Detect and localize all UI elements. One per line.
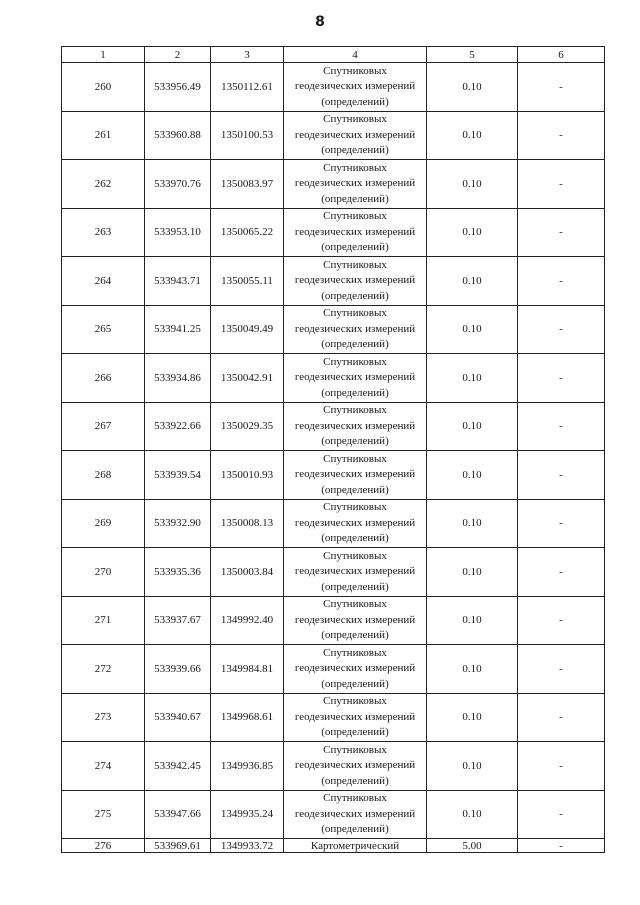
method-line: геодезических измерений (294, 225, 416, 238)
coord-x: 533943.71 (145, 257, 211, 306)
table-row (62, 645, 605, 694)
method-line: (определений) (321, 629, 389, 641)
coord-y: 1350065.22 (211, 208, 284, 257)
coord-y: 1349968.61 (211, 693, 284, 742)
point-number: 275 (62, 790, 145, 839)
table-row (62, 693, 605, 742)
coord-x: 533956.49 (145, 63, 211, 112)
method-line: геодезических измерений (294, 565, 416, 577)
point-number: 273 (62, 693, 145, 742)
method-line: (определений) (321, 823, 389, 835)
method-line: геодезических измерений (294, 662, 416, 674)
method-line: Спутниковых (323, 307, 387, 319)
method-line: Спутниковых (323, 64, 387, 77)
method-line: (определений) (321, 386, 389, 399)
method-line: Спутниковых (323, 161, 387, 174)
table-row (62, 742, 605, 791)
table-row (62, 111, 605, 160)
description: - (518, 693, 605, 742)
method-line: (определений) (321, 726, 389, 738)
coord-y: 1349984.81 (211, 645, 284, 694)
method-line: геодезических измерений (294, 177, 416, 189)
method-line: Спутниковых (323, 695, 387, 707)
method-line: Спутниковых (323, 646, 387, 659)
method (284, 160, 427, 209)
method (284, 499, 427, 548)
coord-y: 1350010.93 (211, 451, 284, 500)
accuracy: 0.10 (427, 790, 518, 839)
coord-y: 1350100.53 (211, 111, 284, 160)
point-number: 272 (62, 645, 145, 694)
point-number: 276 (62, 839, 145, 853)
header-cell: 4 (284, 47, 427, 63)
description: - (518, 257, 605, 306)
coord-y: 1349936.85 (211, 742, 284, 791)
method (284, 693, 427, 742)
coord-x: 533960.88 (145, 111, 211, 160)
method-line: (определений) (321, 580, 389, 593)
method (284, 354, 427, 403)
coord-x: 533941.25 (145, 305, 211, 354)
point-number: 266 (62, 354, 145, 403)
accuracy: 5.00 (427, 839, 518, 853)
method-line: Спутниковых (323, 452, 387, 465)
method-line: Спутниковых (323, 549, 387, 562)
method-line: (определений) (321, 483, 389, 496)
accuracy: 0.10 (427, 63, 518, 112)
method-line: Спутниковых (323, 792, 387, 804)
coord-y: 1349992.40 (211, 596, 284, 645)
method-line: Спутниковых (323, 210, 387, 222)
accuracy: 0.10 (427, 305, 518, 354)
description: - (518, 354, 605, 403)
table-row (62, 402, 605, 451)
header-cell: 6 (518, 47, 605, 63)
method-line: (определений) (321, 435, 389, 447)
coord-y: 1350112.61 (211, 63, 284, 112)
point-number: 269 (62, 499, 145, 548)
description: - (518, 111, 605, 160)
coord-y: 1350042.91 (211, 354, 284, 403)
method-line: (определений) (321, 241, 389, 253)
method (284, 451, 427, 500)
method-line: (определений) (321, 192, 389, 205)
method-line: (определений) (321, 774, 389, 787)
method-line: Спутниковых (323, 404, 387, 416)
method: Картометрический (284, 839, 427, 853)
header-row (62, 47, 605, 63)
method-line: геодезических измерений (294, 274, 416, 286)
method-line: геодезических измерений (294, 468, 416, 480)
method-line: (определений) (321, 532, 389, 544)
accuracy: 0.10 (427, 257, 518, 306)
description: - (518, 839, 605, 853)
description: - (518, 63, 605, 112)
point-number: 265 (62, 305, 145, 354)
point-number: 262 (62, 160, 145, 209)
description: - (518, 305, 605, 354)
table-row (62, 208, 605, 257)
accuracy: 0.10 (427, 499, 518, 548)
description: - (518, 451, 605, 500)
accuracy: 0.10 (427, 742, 518, 791)
method-line: Спутниковых (323, 113, 387, 125)
point-number: 268 (62, 451, 145, 500)
method-line: (определений) (321, 338, 389, 350)
method (284, 548, 427, 597)
method-line: геодезических измерений (294, 516, 416, 529)
header-cell: 5 (427, 47, 518, 63)
coord-y: 1350083.97 (211, 160, 284, 209)
method (284, 111, 427, 160)
method-line: геодезических измерений (294, 322, 416, 335)
coord-x: 533935.36 (145, 548, 211, 597)
coordinates-table (61, 46, 605, 853)
method (284, 742, 427, 791)
point-number: 264 (62, 257, 145, 306)
table-row (62, 548, 605, 597)
description: - (518, 402, 605, 451)
accuracy: 0.10 (427, 208, 518, 257)
accuracy: 0.10 (427, 451, 518, 500)
point-number: 267 (62, 402, 145, 451)
method-line: геодезических измерений (294, 371, 416, 383)
method (284, 63, 427, 112)
point-number: 274 (62, 742, 145, 791)
method-line: геодезических измерений (294, 80, 416, 92)
table-row (62, 596, 605, 645)
method (284, 257, 427, 306)
coord-x: 533939.54 (145, 451, 211, 500)
point-number: 271 (62, 596, 145, 645)
description: - (518, 596, 605, 645)
accuracy: 0.10 (427, 548, 518, 597)
method-line: Спутниковых (323, 598, 387, 610)
coord-x: 533947.66 (145, 790, 211, 839)
method (284, 645, 427, 694)
method (284, 596, 427, 645)
accuracy: 0.10 (427, 596, 518, 645)
coord-y: 1350049.49 (211, 305, 284, 354)
method-line: геодезических измерений (294, 807, 416, 820)
page-number: 8 (315, 14, 325, 30)
method-line: (определений) (321, 289, 389, 302)
method-line: (определений) (321, 677, 389, 690)
description: - (518, 208, 605, 257)
description: - (518, 499, 605, 548)
point-number: 263 (62, 208, 145, 257)
method-line: Спутниковых (323, 258, 387, 271)
point-number: 261 (62, 111, 145, 160)
coord-x: 533942.45 (145, 742, 211, 791)
coord-x: 533969.61 (145, 839, 211, 853)
coord-x: 533932.90 (145, 499, 211, 548)
accuracy: 0.10 (427, 354, 518, 403)
method-line: геодезических измерений (294, 710, 416, 723)
coord-x: 533939.66 (145, 645, 211, 694)
coord-x: 533970.76 (145, 160, 211, 209)
method-line: (определений) (321, 95, 389, 108)
table-row (62, 257, 605, 306)
point-number: 260 (62, 63, 145, 112)
table-row (62, 499, 605, 548)
method-line: Спутниковых (323, 501, 387, 513)
coord-x: 533940.67 (145, 693, 211, 742)
method (284, 402, 427, 451)
header-cell: 1 (62, 47, 145, 63)
method-line: геодезических измерений (294, 419, 416, 432)
point-number: 270 (62, 548, 145, 597)
table-row (62, 63, 605, 112)
accuracy: 0.10 (427, 693, 518, 742)
accuracy: 0.10 (427, 645, 518, 694)
method-line: геодезических измерений (294, 128, 416, 141)
accuracy: 0.10 (427, 160, 518, 209)
method-line: геодезических измерений (294, 759, 416, 771)
accuracy: 0.10 (427, 402, 518, 451)
table-row (62, 790, 605, 839)
table-row (62, 451, 605, 500)
description: - (518, 160, 605, 209)
header-cell: 2 (145, 47, 211, 63)
method (284, 305, 427, 354)
method-line: Спутниковых (323, 355, 387, 368)
description: - (518, 645, 605, 694)
coord-x: 533934.86 (145, 354, 211, 403)
coord-y: 1349933.72 (211, 839, 284, 853)
method-line: геодезических измерений (294, 613, 416, 626)
method-line: Спутниковых (323, 743, 387, 756)
coord-y: 1349935.24 (211, 790, 284, 839)
coord-x: 533937.67 (145, 596, 211, 645)
method (284, 790, 427, 839)
coord-x: 533953.10 (145, 208, 211, 257)
table-row (62, 305, 605, 354)
accuracy: 0.10 (427, 111, 518, 160)
table-row (62, 160, 605, 209)
coord-y: 1350029.35 (211, 402, 284, 451)
description: - (518, 548, 605, 597)
table-row (62, 354, 605, 403)
description: - (518, 790, 605, 839)
coord-y: 1350008.13 (211, 499, 284, 548)
header-cell: 3 (211, 47, 284, 63)
coord-y: 1350003.84 (211, 548, 284, 597)
method-line: (определений) (321, 144, 389, 156)
table-row (62, 839, 605, 853)
method (284, 208, 427, 257)
coord-y: 1350055.11 (211, 257, 284, 306)
coord-x: 533922.66 (145, 402, 211, 451)
description: - (518, 742, 605, 791)
